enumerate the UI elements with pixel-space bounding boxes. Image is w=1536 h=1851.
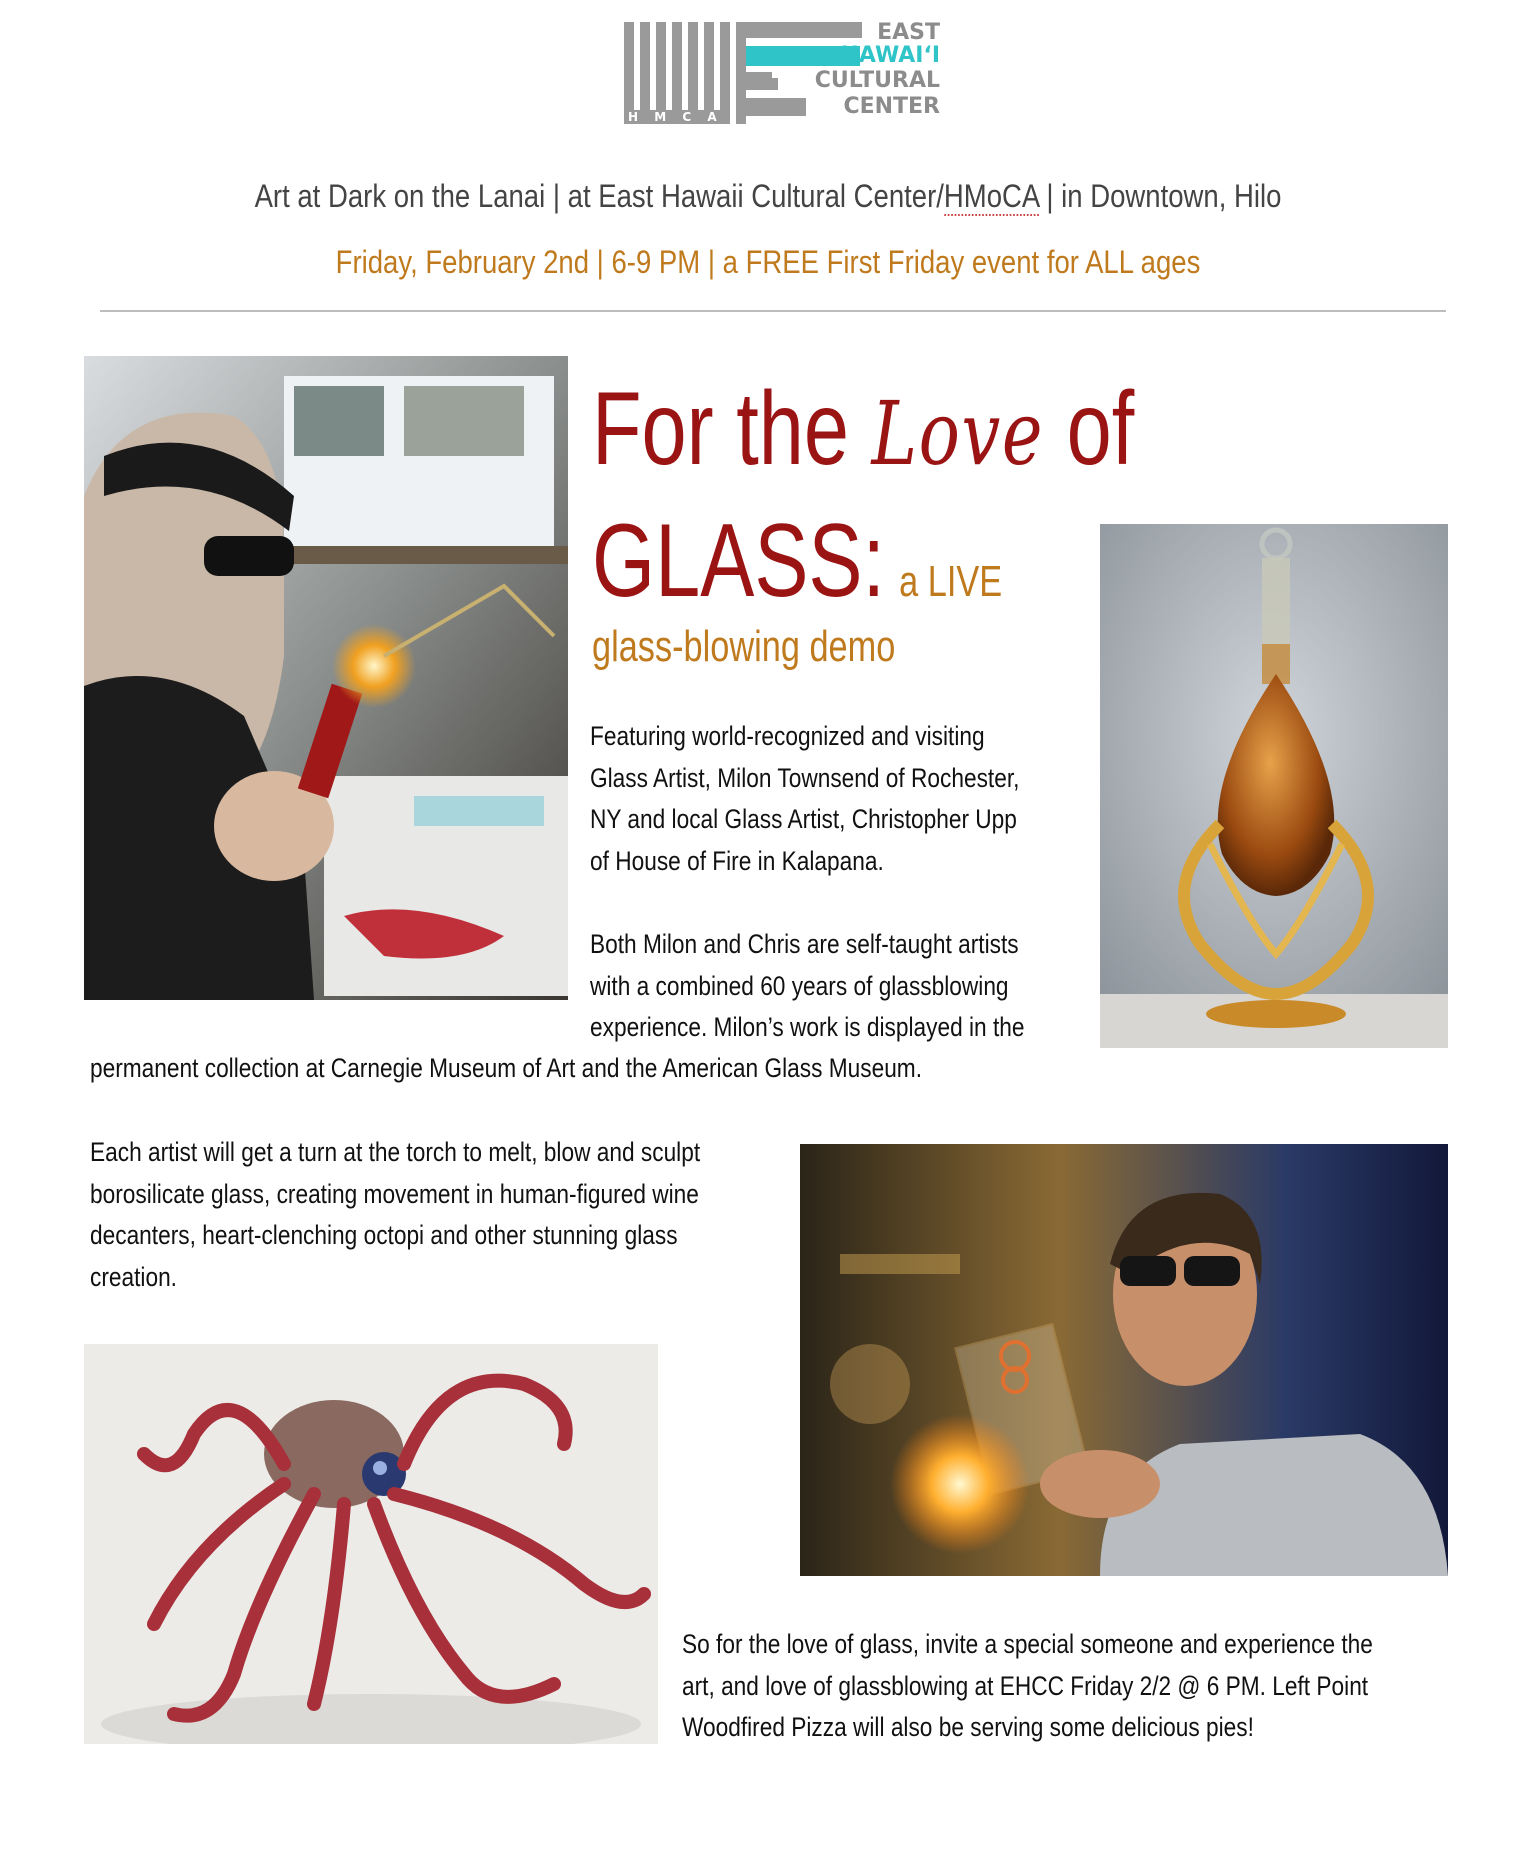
- text-line: So for the love of glass, invite a special someone and experience the: [682, 1629, 1373, 1659]
- header-divider: [100, 310, 1446, 312]
- hmoca-link[interactable]: HMoCA: [943, 178, 1039, 214]
- title-a-live: a LIVE: [899, 557, 1003, 606]
- location-text-b: | in Downtown, Hilo: [1038, 178, 1282, 214]
- text-line: borosilicate glass, creating movement in human-figured wine: [90, 1178, 699, 1209]
- text-line: with a combined 60 years of glassblowing: [590, 970, 1009, 1001]
- paragraph-self-taught: [590, 924, 1025, 1049]
- title-for-the-love-of: [592, 372, 1134, 486]
- text-line: NY and local Glass Artist, Christopher Upp: [590, 804, 1017, 834]
- text-line: art, and love of glassblowing at EHCC Friday 2/2 @ 6 PM. Left Point: [682, 1670, 1369, 1701]
- logo-cultural: CULTURAL: [814, 68, 940, 93]
- text-line: decanters, heart-clenching octopi and other stunning glass: [90, 1220, 678, 1250]
- paragraph-each-artist: [90, 1132, 700, 1298]
- photo-milon-at-torch: [84, 356, 568, 1000]
- photo-chris-glassblowing: [800, 1144, 1448, 1576]
- title-glass: GLASS:: [592, 503, 886, 619]
- title-for-the: For the: [592, 371, 872, 487]
- logo-letters: H M C A: [628, 110, 723, 124]
- text-line: experience. Milon’s work is displayed in the: [590, 1012, 1025, 1042]
- paragraph-closing: [682, 1624, 1373, 1749]
- event-date-line: Friday, February 2nd | 6-9 PM | a FREE First Friday event for ALL ages: [335, 244, 1201, 280]
- paragraph-featuring: [590, 716, 1019, 882]
- text-line: Both Milon and Chris are self-taught artists: [590, 929, 1019, 959]
- logo-center: CENTER: [843, 94, 940, 119]
- artist-torch-image: [84, 356, 568, 1000]
- text-line: creation.: [90, 1261, 177, 1292]
- text-line: Woodfired Pizza will also be serving some delicious pies!: [682, 1712, 1254, 1742]
- text-line: of House of Fire in Kalapana.: [590, 845, 884, 876]
- photo-decanter: [1100, 524, 1448, 1048]
- logo-east: EAST: [877, 20, 940, 45]
- decanter-image: [1100, 524, 1448, 1048]
- text-line: Glass Artist, Milon Townsend of Rochester,: [590, 762, 1020, 793]
- title-demo: glass-blowing demo: [592, 622, 896, 671]
- text-line: Featuring world-recognized and visiting: [590, 721, 985, 751]
- title-of: of: [1044, 371, 1135, 487]
- photo-glass-octopus: [84, 1344, 658, 1744]
- ehcc-logo: [624, 22, 940, 128]
- text-line: Each artist will get a turn at the torch to melt, blow and sculpt: [90, 1137, 701, 1167]
- logo-hawaii: HAWAIʻI: [840, 43, 940, 68]
- location-text-a: Art at Dark on the Lanai | at East Hawaii Cultural Center/: [254, 178, 944, 214]
- paragraph-collection: permanent collection at Carnegie Museum of Art and the American Glass Museum.: [90, 1053, 923, 1083]
- title-glass-line: [592, 504, 1002, 618]
- event-location-line: [108, 178, 1429, 215]
- octopus-image: [84, 1344, 658, 1744]
- title-love: Love: [871, 382, 1045, 485]
- chris-glass-image: [800, 1144, 1448, 1576]
